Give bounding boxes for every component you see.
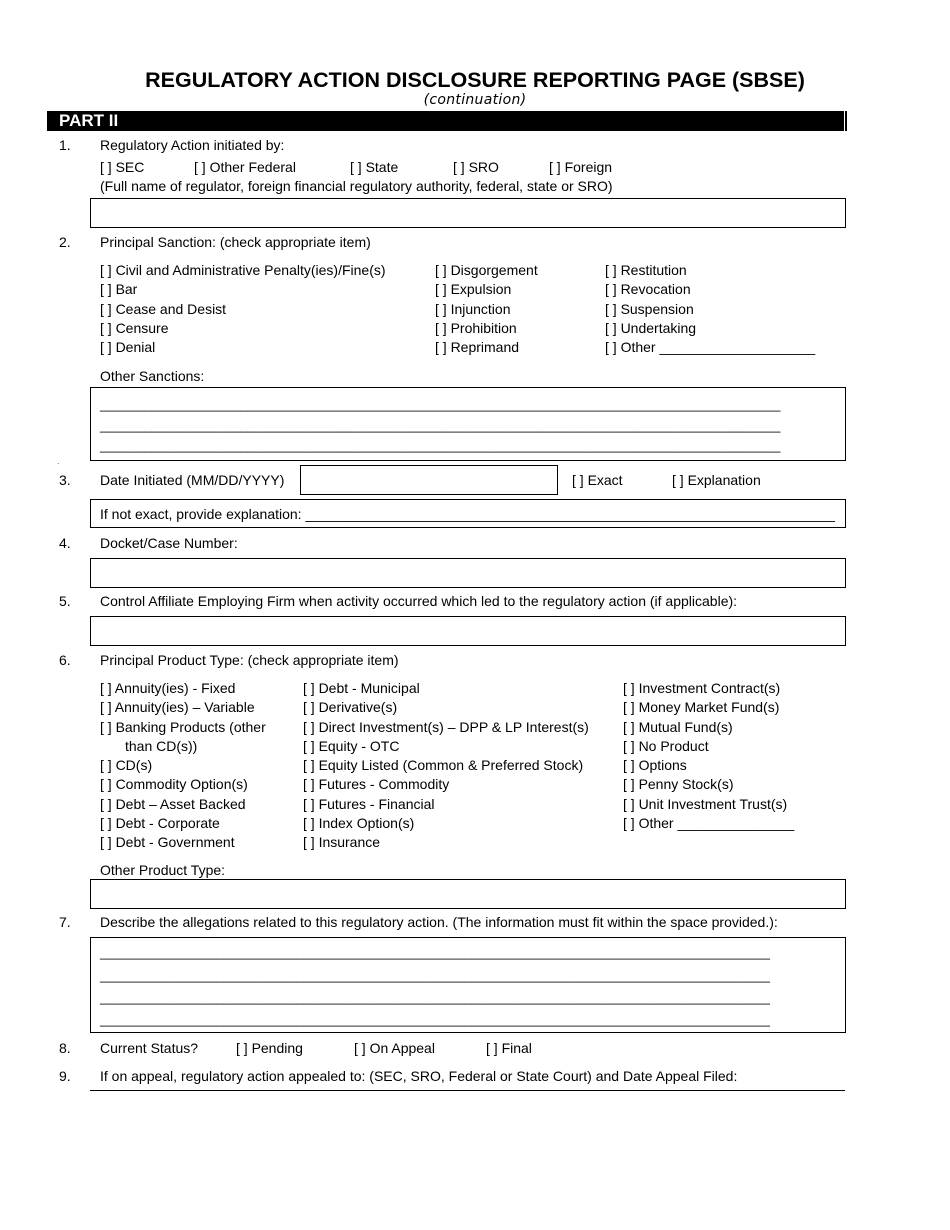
checkbox-option[interactable] [623, 796, 787, 813]
part-label: PART II [59, 111, 119, 130]
checkbox[interactable]: [ ] [623, 680, 635, 696]
checkbox-option[interactable] [100, 719, 266, 736]
checkbox[interactable]: [ ] [100, 699, 112, 716]
checkbox[interactable]: [ ] [605, 281, 617, 298]
q1-option-sec[interactable]: [ ] SEC [100, 159, 145, 175]
checkbox[interactable]: [ ] [303, 680, 315, 696]
q1-option-foreign[interactable]: [ ] Foreign [549, 159, 613, 175]
checkbox-label: than CD(s)) [125, 737, 198, 754]
checkbox-option[interactable] [435, 281, 511, 298]
other-sanctions-line[interactable]: ____________________________________________________________________________________________ [100, 418, 781, 433]
q4-number: 4. [59, 535, 71, 551]
q6-number: 6. [59, 652, 71, 668]
q8-number: 8. [59, 1040, 71, 1056]
q1-option-other-federal[interactable]: [ ] Other Federal [194, 159, 296, 175]
checkbox-label: Insurance [318, 834, 381, 850]
checkbox-option[interactable] [435, 262, 538, 279]
checkbox[interactable]: [ ] [100, 159, 112, 175]
checkbox-label: Denial [115, 339, 156, 356]
checkbox[interactable]: [ ] [100, 680, 112, 696]
q8-label: Current Status? [100, 1040, 199, 1056]
checkbox[interactable]: [ ] [435, 300, 447, 317]
date-initiated-input[interactable] [300, 465, 558, 495]
checkbox-label: Money Market Fund(s) [638, 699, 780, 716]
checkbox-label: Direct Investment(s) – DPP & LP Interest(s) [318, 718, 589, 735]
checkbox[interactable]: [ ] [194, 159, 206, 175]
checkbox-label: Index Option(s) [318, 814, 415, 831]
allegations-box[interactable] [90, 937, 846, 1033]
checkbox-label: Debt - Municipal [318, 680, 420, 696]
regulator-name-field[interactable] [90, 198, 846, 228]
checkbox-label: Restitution [620, 262, 687, 278]
checkbox[interactable]: [ ] [572, 472, 584, 488]
explanation-label: If not exact, provide explanation: ____________________________________________________________________ [100, 506, 835, 522]
checkbox-option[interactable] [100, 757, 152, 774]
checkbox[interactable]: [ ] [100, 319, 112, 336]
checkbox-option[interactable] [303, 757, 583, 774]
checkbox-label: Annuity(ies) – Variable [114, 699, 255, 716]
checkbox-label: Reprimand [450, 339, 520, 356]
checkbox-label: Expulsion [450, 281, 512, 298]
checkbox-option[interactable] [100, 815, 220, 832]
checkbox[interactable]: [ ] [623, 814, 635, 831]
checkbox[interactable]: [ ] [435, 319, 447, 336]
checkbox-label: Annuity(ies) - Fixed [114, 680, 236, 696]
allegations-line[interactable]: ____________________________________________________________________________________________ [100, 1012, 770, 1027]
checkbox-label: Equity Listed (Common & Preferred Stock) [318, 757, 584, 773]
part-header-bar [47, 111, 847, 131]
checkbox-option[interactable] [303, 796, 435, 813]
appeal-answer-line[interactable] [90, 1090, 845, 1091]
other-sanctions-line[interactable]: ____________________________________________________________________________________________ [100, 397, 781, 412]
checkbox-label: Futures - Financial [318, 795, 435, 812]
checkbox[interactable]: [ ] [453, 159, 465, 175]
checkbox-option[interactable] [623, 699, 779, 716]
q1-option-state[interactable]: [ ] State [350, 159, 399, 175]
page-subtitle: (continuation) [423, 92, 527, 108]
q9-label: If on appeal, regulatory action appealed to: (SEC, SRO, Federal or State Court) and Date Appeal Filed: [100, 1068, 738, 1084]
checkbox-option[interactable] [100, 699, 255, 716]
explanation-field[interactable] [90, 499, 846, 528]
checkbox-option[interactable] [623, 680, 780, 697]
checkbox-label: Other _______________ [638, 814, 795, 831]
checkbox-label: Censure [115, 319, 169, 336]
checkbox-option[interactable] [303, 719, 589, 736]
checkbox-label: Injunction [450, 300, 511, 317]
checkbox-option[interactable] [303, 699, 397, 716]
checkbox-option[interactable] [303, 776, 449, 793]
q8-option-final[interactable]: [ ] Final [486, 1040, 532, 1056]
checkbox[interactable]: [ ] [605, 300, 617, 317]
checkbox-option[interactable] [100, 339, 155, 356]
q1-number: 1. [59, 137, 71, 153]
q1-option-sro[interactable]: [ ] SRO [453, 159, 499, 175]
other-product-type-label: Other Product Type: [100, 862, 226, 878]
checkbox[interactable]: [ ] [605, 339, 617, 356]
checkbox-option[interactable] [623, 719, 733, 736]
checkbox-option[interactable] [623, 738, 709, 755]
checkbox-label: Debt – Asset Backed [115, 795, 246, 812]
checkbox[interactable]: [ ] [623, 757, 635, 773]
checkbox[interactable]: [ ] [605, 319, 617, 336]
checkbox-label: Options [638, 757, 687, 773]
checkbox-label: Bar [115, 281, 138, 298]
q3-number: 3. [59, 472, 71, 488]
docket-number-field[interactable] [90, 558, 846, 588]
checkbox[interactable]: [ ] [435, 262, 447, 278]
checkbox-label: Disgorgement [450, 262, 538, 278]
q8-option-pending[interactable]: [ ] Pending [236, 1040, 303, 1056]
checkbox[interactable]: [ ] [100, 834, 112, 850]
checkbox-label: Cease and Desist [115, 300, 227, 317]
checkbox-option[interactable] [623, 776, 734, 793]
checkbox-option[interactable] [623, 815, 794, 832]
checkbox-option[interactable] [435, 339, 519, 356]
checkbox[interactable]: [ ] [100, 795, 112, 812]
checkbox[interactable]: [ ] [354, 1040, 366, 1056]
checkbox-label: CD(s) [115, 757, 153, 773]
checkbox[interactable]: [ ] [100, 776, 112, 793]
checkbox-option[interactable] [303, 815, 414, 832]
checkbox-option[interactable] [100, 262, 386, 279]
checkbox-label: Commodity Option(s) [115, 776, 248, 793]
checkbox-label: No Product [638, 737, 709, 754]
q1-label: Regulatory Action initiated by: [100, 137, 285, 153]
checkbox-option[interactable] [303, 738, 399, 755]
checkbox[interactable]: [ ] [350, 159, 362, 175]
checkbox-label: Suspension [620, 300, 694, 317]
checkbox-label: Futures - Commodity [318, 776, 450, 793]
q3-label: Date Initiated (MM/DD/YYYY) [100, 472, 285, 488]
part-bar-edge [844, 111, 845, 131]
q8-option-on-appeal[interactable]: [ ] On Appeal [354, 1040, 435, 1056]
other-sanctions-line[interactable]: ____________________________________________________________________________________________ [100, 438, 781, 453]
checkbox[interactable]: [ ] [100, 814, 112, 831]
checkbox-option[interactable] [303, 680, 420, 697]
page-title: REGULATORY ACTION DISCLOSURE REPORTING PAGE (SBSE) [145, 68, 805, 92]
checkbox-label-continuation [100, 738, 197, 755]
checkbox-label: Unit Investment Trust(s) [638, 795, 788, 812]
checkbox-option[interactable] [435, 320, 517, 337]
checkbox-label: Undertaking [620, 319, 697, 336]
checkbox[interactable]: [ ] [549, 159, 561, 175]
checkbox[interactable]: [ ] [100, 281, 112, 298]
checkbox-option[interactable] [100, 281, 137, 298]
checkbox[interactable]: [ ] [486, 1040, 498, 1056]
checkbox[interactable]: [ ] [236, 1040, 248, 1056]
checkbox-label: Other ____________________ [620, 339, 816, 356]
control-affiliate-field[interactable] [90, 616, 846, 646]
stray-mark: . [57, 456, 60, 466]
checkbox[interactable]: [ ] [303, 718, 315, 735]
q9-number: 9. [59, 1068, 71, 1084]
q7-number: 7. [59, 914, 71, 930]
checkbox-label: Civil and Administrative Penalty(ies)/Fine(s) [115, 262, 386, 278]
checkbox-option[interactable] [623, 757, 687, 774]
checkbox-option[interactable] [605, 339, 815, 356]
checkbox-label: Revocation [620, 281, 691, 298]
checkbox-label: Mutual Fund(s) [638, 718, 733, 735]
checkbox[interactable]: [ ] [303, 757, 315, 773]
q3-option-exact[interactable]: [ ] Exact [572, 472, 623, 488]
checkbox[interactable]: [ ] [623, 718, 635, 735]
q1-note: (Full name of regulator, foreign financial regulatory authority, federal, state or SRO) [100, 178, 613, 194]
q7-label: Describe the allegations related to this regulatory action. (The information must fit within the space provided.): [100, 914, 778, 930]
q6-label: Principal Product Type: (check appropriate item) [100, 652, 399, 668]
q3-option-explanation[interactable]: [ ] Explanation [672, 472, 761, 488]
checkbox[interactable]: [ ] [303, 834, 315, 850]
checkbox-label: Debt - Corporate [115, 814, 220, 831]
checkbox-option[interactable] [605, 320, 696, 337]
checkbox[interactable]: [ ] [100, 262, 112, 278]
checkbox[interactable]: [ ] [303, 737, 315, 754]
checkbox[interactable]: [ ] [303, 699, 315, 716]
checkbox[interactable]: [ ] [100, 757, 112, 773]
allegations-line[interactable]: ____________________________________________________________________________________________ [100, 945, 770, 960]
checkbox-label: Prohibition [450, 319, 517, 336]
allegations-line[interactable]: ____________________________________________________________________________________________ [100, 990, 770, 1005]
q5-label: Control Affiliate Employing Firm when activity occurred which led to the regulatory action (if applicable): [100, 593, 738, 609]
checkbox-label: Debt - Government [115, 834, 235, 850]
checkbox-label: Equity - OTC [318, 737, 400, 754]
checkbox-option[interactable] [303, 834, 380, 851]
allegations-line[interactable]: ____________________________________________________________________________________________ [100, 968, 770, 983]
checkbox-option[interactable] [435, 301, 511, 318]
checkbox[interactable]: [ ] [435, 281, 447, 298]
checkbox-option[interactable] [605, 281, 691, 298]
checkbox-option[interactable] [100, 776, 248, 793]
checkbox-label: Investment Contract(s) [638, 680, 781, 696]
checkbox-option[interactable] [100, 320, 168, 337]
checkbox-label: Penny Stock(s) [638, 776, 734, 793]
checkbox[interactable]: [ ] [435, 339, 447, 356]
checkbox[interactable]: [ ] [672, 472, 684, 488]
checkbox-option[interactable] [100, 301, 226, 318]
q2-number: 2. [59, 234, 71, 250]
checkbox-option[interactable] [605, 262, 687, 279]
checkbox[interactable]: [ ] [303, 795, 315, 812]
checkbox-option[interactable] [605, 301, 694, 318]
checkbox-option[interactable] [100, 680, 235, 697]
checkbox[interactable]: [ ] [100, 339, 112, 356]
other-product-type-field[interactable] [90, 879, 846, 909]
checkbox[interactable]: [ ] [605, 262, 617, 278]
other-sanctions-label: Other Sanctions: [100, 368, 205, 384]
other-sanctions-box[interactable] [90, 387, 846, 461]
checkbox[interactable]: [ ] [100, 300, 112, 317]
checkbox-option[interactable] [100, 834, 235, 851]
checkbox[interactable]: [ ] [100, 718, 112, 735]
q4-label: Docket/Case Number: [100, 535, 238, 551]
checkbox[interactable]: [ ] [623, 737, 635, 754]
q5-number: 5. [59, 593, 71, 609]
checkbox-label: Derivative(s) [318, 699, 398, 716]
checkbox[interactable]: [ ] [623, 776, 635, 793]
checkbox[interactable]: [ ] [303, 814, 315, 831]
checkbox[interactable]: [ ] [303, 776, 315, 793]
checkbox-label: Banking Products (other [115, 718, 266, 735]
checkbox[interactable]: [ ] [623, 795, 635, 812]
checkbox-option[interactable] [100, 796, 246, 813]
checkbox[interactable]: [ ] [623, 699, 635, 716]
q2-label: Principal Sanction: (check appropriate item) [100, 234, 371, 250]
